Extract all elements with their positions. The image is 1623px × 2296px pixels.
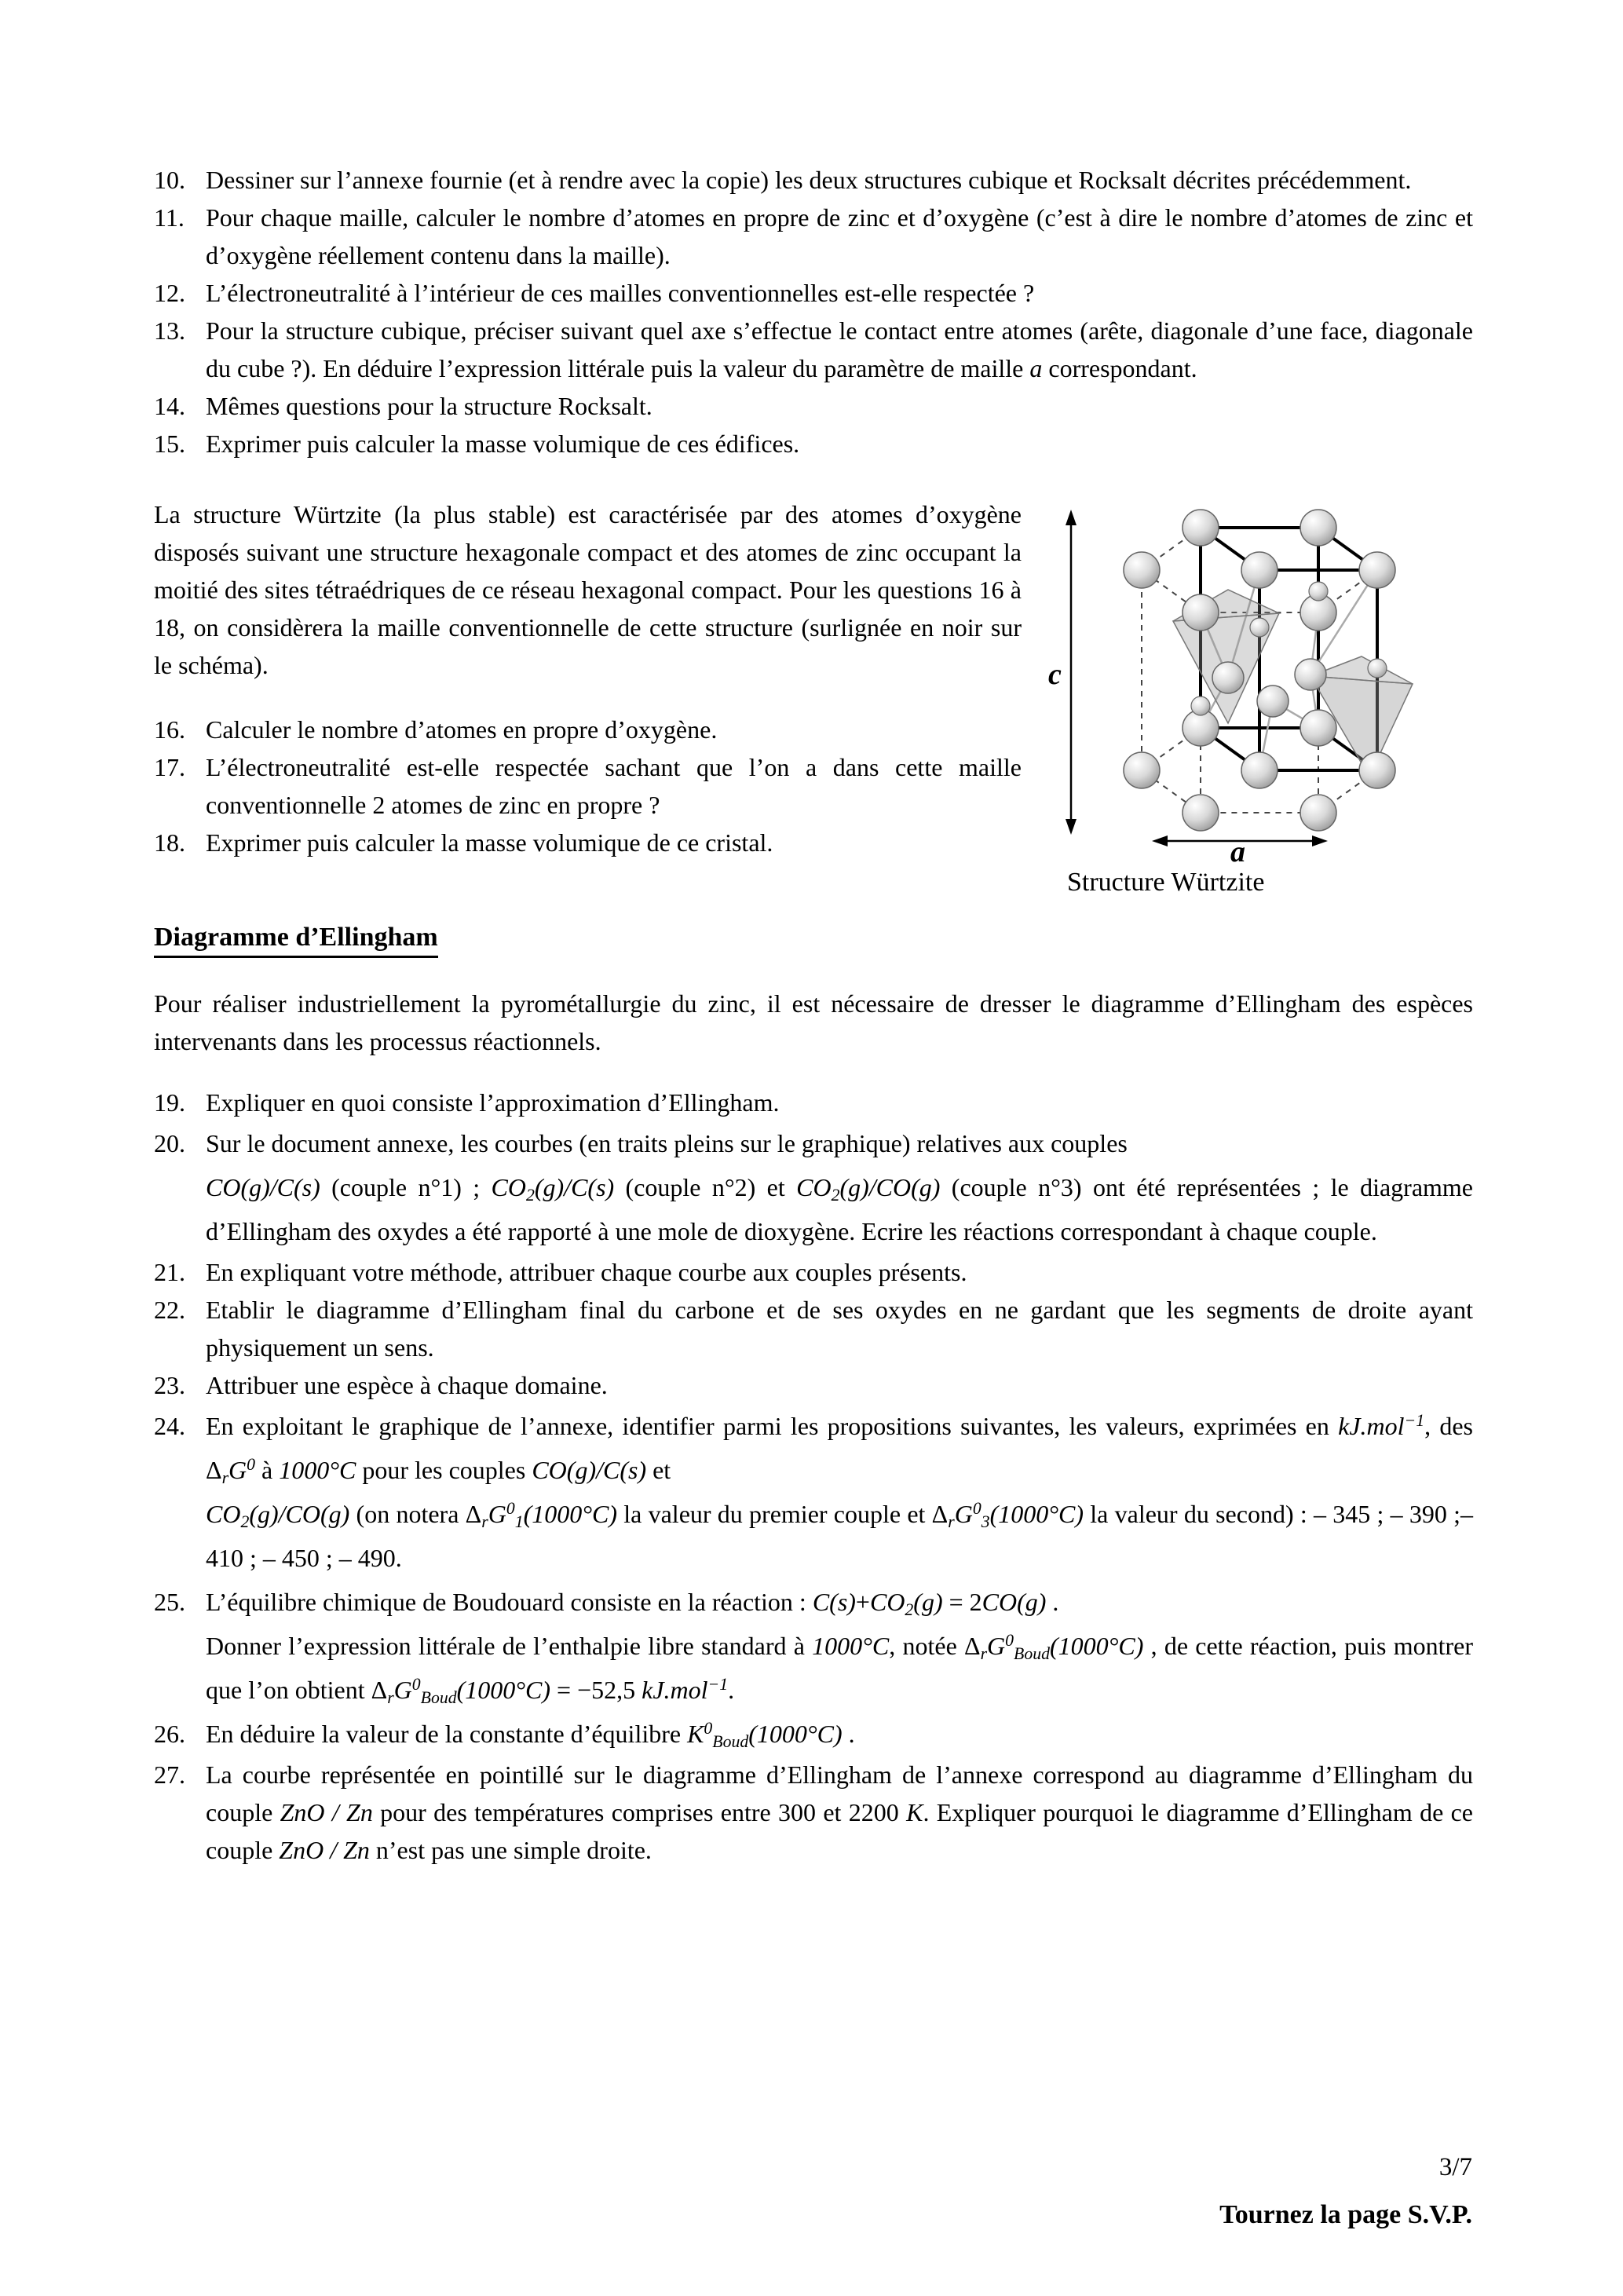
question-text: L’électroneutralité à l’intérieur de ces mailles conventionnelles est-elle respectée ? [206,279,1035,307]
question-number: 20. [154,1129,185,1157]
question-number: 13. [154,316,185,345]
wurtzite-figure [1044,495,1473,898]
question-item [154,312,1473,387]
question-number: 27. [154,1760,185,1789]
question-number: 22. [154,1296,185,1324]
questions-19-27 [154,1084,1473,1869]
question-text: Sur le document annexe, les courbes (en traits pleins sur le graphique) relatives aux couples CO(g)/C(s) (couple n°1) ; $CO_2(g)/C(s)$ (couple n°2) et $CO_2(g)/CO(g)$ (couple n°3) ont été représentées ; le diagramme d’Ellingham des oxydes a été rapporté à une mole de dioxygène. Ecrire les réactions correspondant à chaque couple. [206,1129,1474,1245]
page-number: 3/7 [1438,2153,1472,2181]
question-text: Pour la structure cubique, préciser suivant quel axe s’effectue le contact entre atomes (arête, diagonale d’une face, diagonale du cube ?). En déduire l’expression littérale puis la valeur du paramètre de maille a correspondant. [206,316,1473,382]
question-text: L’électroneutralité est-elle respectée sachant que l’on a dans cette maille conventionnelle 2 atomes de zinc en propre ? [206,753,1022,819]
question-item [154,1580,1473,1712]
question-number: 24. [154,1412,185,1440]
question-item [154,1366,1473,1404]
question-number: 21. [154,1258,185,1286]
question-item [154,824,1022,861]
question-text: Exprimer puis calculer la masse volumique de ce cristal. [206,828,773,857]
wurtzite-text-column [154,495,1022,898]
question-item [154,425,1473,462]
question-item [154,748,1022,824]
question-item [154,1712,1473,1756]
wurtzite-figure-column [1044,495,1473,898]
question-item [154,387,1473,425]
question-text: Calculer le nombre d’atomes en propre d’oxygène. [206,715,718,744]
page-content [154,161,1473,1869]
question-number: 17. [154,753,185,781]
question-number: 16. [154,715,185,744]
question-item [154,199,1473,274]
c-axis-label: c [1048,658,1062,691]
figure-caption: Structure Würtzite [1067,868,1265,897]
question-text: Mêmes questions pour la structure Rocksalt. [206,392,652,420]
question-item [154,1084,1473,1121]
questions-10-15 [154,161,1473,462]
question-text: L’équilibre chimique de Boudouard consiste en la réaction : $C(s)+CO_2(g) = 2CO(g)$ . Donner l’expression littérale de l’enthalpie libre standard à 1000°C, notée $\Delta_rG^0_{Boud}(1000^\circ C)$ , de cette réaction, puis montrer que l’on obtient $\Delta_rG^0_{Boud}(1000^\circ C) = -52,5$ kJ.mol$^{-1}$. [206,1588,1473,1708]
wurtzite-structure-drawing [1044,495,1473,863]
question-text: En déduire la valeur de la constante d’équilibre $K^0_{Boud}(1000^\circ C)$ . [206,1719,855,1752]
ellingham-heading: Diagramme d’Ellingham [154,923,438,958]
c-axis-arrow [1066,510,1077,835]
question-text: La courbe représentée en pointillé sur le diagramme d’Ellingham de l’annexe correspond au diagramme d’Ellingham du couple ZnO / Zn pour des températures comprises entre 300 et 2200 K. Expliquer pourquoi le diagramme d’Ellingham de ce couple ZnO / Zn n’est pas une simple droite. [206,1760,1474,1864]
question-text: Pour chaque maille, calculer le nombre d’atomes en propre de zinc et d’oxygène (c’est à dire le nombre d’atomes de zinc et d’oxygène réellement contenu dans la maille). [206,203,1473,269]
questions-16-18 [154,711,1022,861]
question-text: Etablir le diagramme d’Ellingham final du carbone et de ses oxydes en ne gardant que les segments de droite ayant physiquement un sens. [206,1296,1473,1362]
question-number: 12. [154,279,185,307]
question-text: En exploitant le graphique de l’annexe, identifier parmi les propositions suivantes, les valeurs, exprimées en kJ.mol$^{-1}$, des $\Delta_rG^0$ à 1000°C pour les couples CO(g)/C(s) et $CO_2(g)/CO(g)$ (on notera $\Delta_rG^0_1(1000^\circ C)$ la valeur du premier couple et $\Delta_rG^0_3(1000^\circ C)$ la valeur du second) : – 345 ; – 390 ;– 410 ; – 450 ; – 490. [206,1411,1474,1572]
question-item [154,1404,1473,1580]
question-number: 18. [154,828,185,857]
question-item [154,1291,1473,1366]
question-text: Attribuer une espèce à chaque domaine. [206,1371,608,1399]
question-number: 23. [154,1371,185,1399]
question-item [154,274,1473,312]
question-item [154,1121,1473,1253]
question-item [154,1253,1473,1291]
question-number: 25. [154,1588,185,1616]
question-item [154,1756,1473,1869]
question-number: 26. [154,1720,185,1748]
turn-page-note: Tournez la page S.V.P. [1219,2200,1472,2229]
question-number: 19. [154,1088,185,1117]
question-number: 10. [154,166,185,194]
question-text: Dessiner sur l’annexe fournie (et à rendre avec la copie) les deux structures cubique et Rocksalt décrites précédemment. [206,166,1412,194]
question-text: Exprimer puis calculer la masse volumique de ces édifices. [206,430,800,458]
a-axis-label: a [1230,835,1245,863]
question-number: 14. [154,392,185,420]
wurtzite-section [154,495,1473,898]
question-number: 15. [154,430,185,458]
question-number: 11. [154,203,185,232]
wurtzite-paragraph: La structure Würtzite (la plus stable) est caractérisée par des atomes d’oxygène disposés suivant une structure hexagonale compact et des atomes de zinc occupant la moitié des sites tétraédriques de ce réseau hexagonal compact. Pour les questions 16 à 18, on considèrera la maille conventionnelle de cette structure (surlignée en noir sur le schéma). [154,500,1022,679]
question-item [154,711,1022,748]
ellingham-intro: Pour réaliser industriellement la pyrométallurgie du zinc, il est nécessaire de dresser le diagramme d’Ellingham des espèces intervenants dans les processus réactionnels. [154,989,1473,1055]
question-item [154,161,1473,199]
question-text: En expliquant votre méthode, attribuer chaque courbe aux couples présents. [206,1258,967,1286]
question-text: Expliquer en quoi consiste l’approximation d’Ellingham. [206,1088,780,1117]
